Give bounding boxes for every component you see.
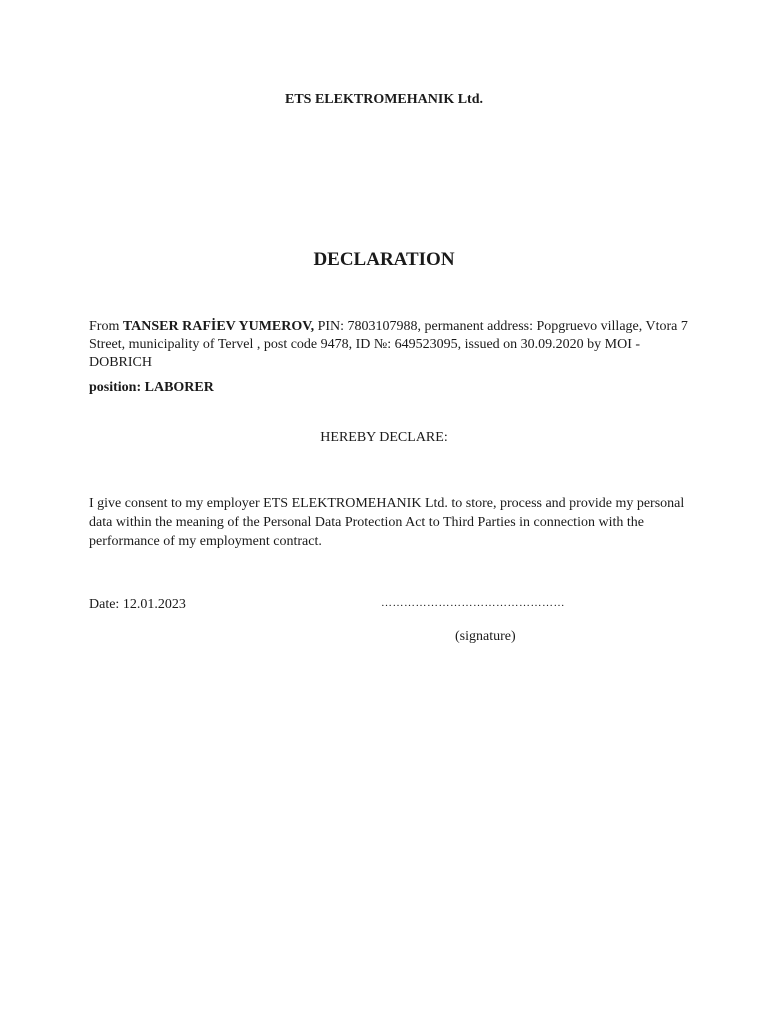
signature-label: (signature) [455, 629, 516, 644]
document-title: DECLARATION [313, 249, 455, 270]
from-prefix: From [89, 319, 120, 334]
hereby-declare-heading: HEREBY DECLARE: [320, 430, 448, 445]
signature-line: ………………………………………… [381, 597, 565, 609]
declarant-details: PIN: 7803107988, permanent address: Popgruevo village, Vtora 7 Street, municipality of Tervel , post code 9478, ID №: 649523095, issued on 30.09.2020 by MOI - DOBRICH [89, 319, 688, 370]
declarant-name: TANSER RAFİEV YUMEROV, [122, 319, 315, 334]
declaration-date: Date: 12.01.2023 [89, 597, 186, 612]
consent-paragraph: I give consent to my employer ETS ELEKTROMEHANIK Ltd. to store, process and provide my personal data within the meaning of the Personal Data Protection Act to Third Parties in connection with the performance of my employment contract. [89, 496, 685, 549]
company-name: ETS ELEKTROMEHANIK Ltd. [285, 92, 483, 107]
declarant-paragraph [89, 318, 689, 372]
declarant-position: position: LABORER [89, 380, 214, 395]
